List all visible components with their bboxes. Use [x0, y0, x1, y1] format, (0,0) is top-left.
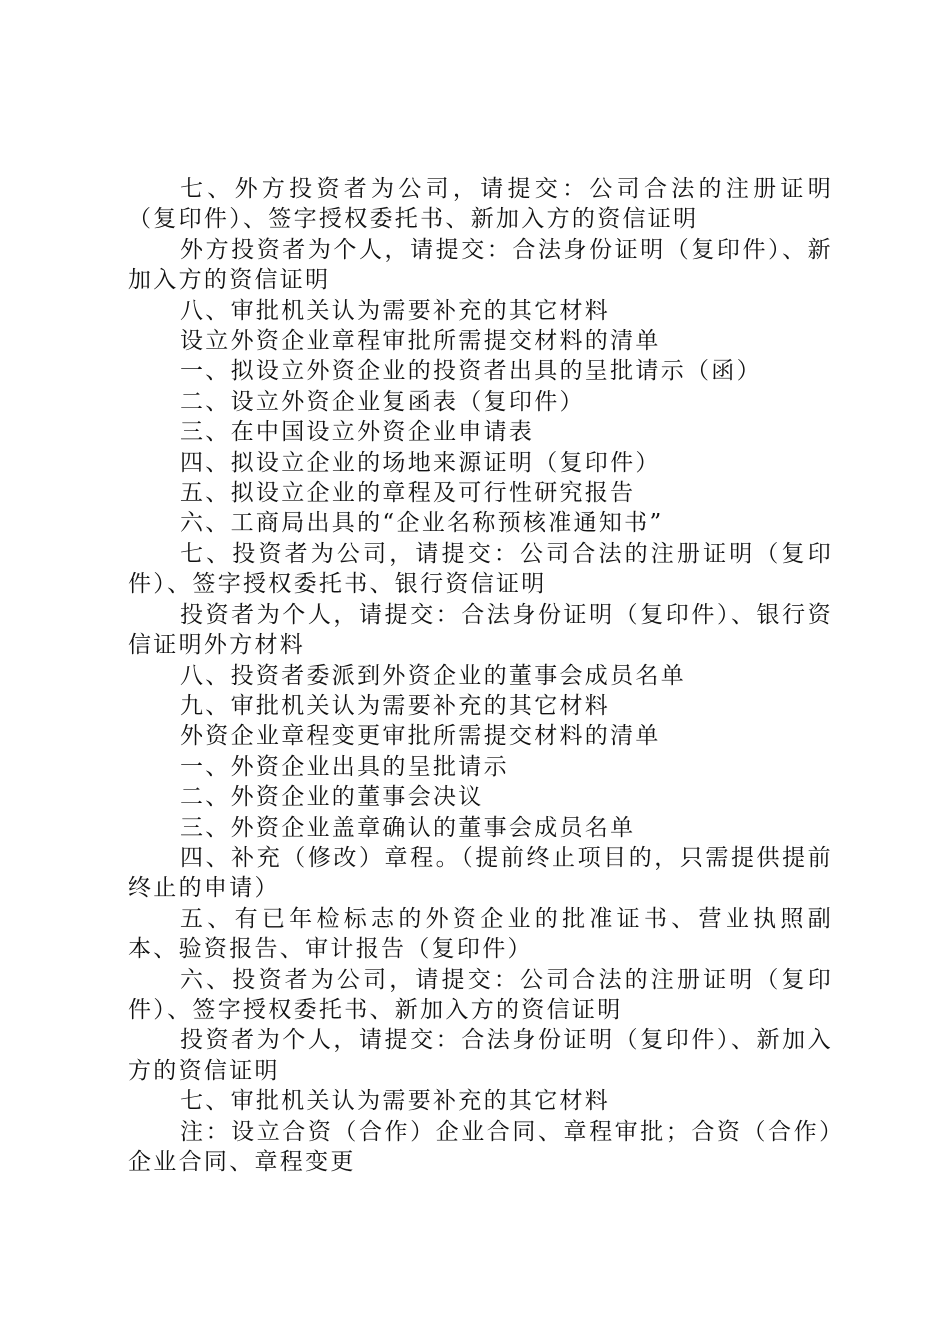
- paragraph: 七、审批机关认为需要补充的其它材料: [180, 1088, 611, 1115]
- paragraph: 三、外资企业盖章确认的董事会成员名单: [180, 814, 636, 841]
- paragraph: 投资者为个人，请提交：合法身份证明（复印件）、银行资信证明外方材料: [128, 601, 833, 659]
- paragraph: 九、审批机关认为需要补充的其它材料: [180, 692, 611, 719]
- paragraph: 二、设立外资企业复函表（复印件）: [180, 388, 585, 415]
- paragraph: 七、外方投资者为公司，请提交：公司合法的注册证明（复印件）、签字授权委托书、新加入方的资信证明: [128, 176, 833, 233]
- note-paragraph: 注：设立合资（合作）企业合同、章程审批；合资（合作）企业合同、章程变更: [128, 1118, 833, 1175]
- paragraph: 一、拟设立外资企业的投资者出具的呈批请示（函）: [180, 358, 762, 385]
- paragraph: 投资者为个人，请提交：合法身份证明（复印件）、新加入方的资信证明: [128, 1027, 833, 1084]
- paragraph: 三、在中国设立外资企业申请表: [180, 419, 535, 446]
- paragraph: 八、审批机关认为需要补充的其它材料: [180, 297, 611, 324]
- section-heading: 设立外资企业章程审批所需提交材料的清单: [180, 328, 661, 355]
- paragraph: 五、有已年检标志的外资企业的批准证书、营业执照副本、验资报告、审计报告（复印件）: [128, 905, 833, 963]
- document-body: [128, 174, 833, 1177]
- section-heading: 外资企业章程变更审批所需提交材料的清单: [180, 723, 661, 750]
- paragraph: 四、补充（修改）章程。（提前终止项目的，只需提供提前终止的申请）: [128, 844, 833, 902]
- paragraph: 二、外资企业的董事会决议: [180, 784, 484, 811]
- paragraph: 一、外资企业出具的呈批请示: [180, 753, 509, 780]
- paragraph: 四、拟设立企业的场地来源证明（复印件）: [180, 449, 661, 476]
- paragraph: 七、投资者为公司，请提交：公司合法的注册证明（复印件）、签字授权委托书、银行资信证明: [128, 540, 833, 598]
- paragraph: 六、工商局出具的“企业名称预核准通知书”: [180, 510, 664, 537]
- paragraph: 外方投资者为个人，请提交：合法身份证明（复印件）、新加入方的资信证明: [128, 236, 833, 294]
- paragraph: 八、投资者委派到外资企业的董事会成员名单: [180, 662, 686, 689]
- paragraph: 五、拟设立企业的章程及可行性研究报告: [180, 480, 636, 507]
- paragraph: 六、投资者为公司，请提交：公司合法的注册证明（复印件）、签字授权委托书、新加入方的资信证明: [128, 966, 833, 1023]
